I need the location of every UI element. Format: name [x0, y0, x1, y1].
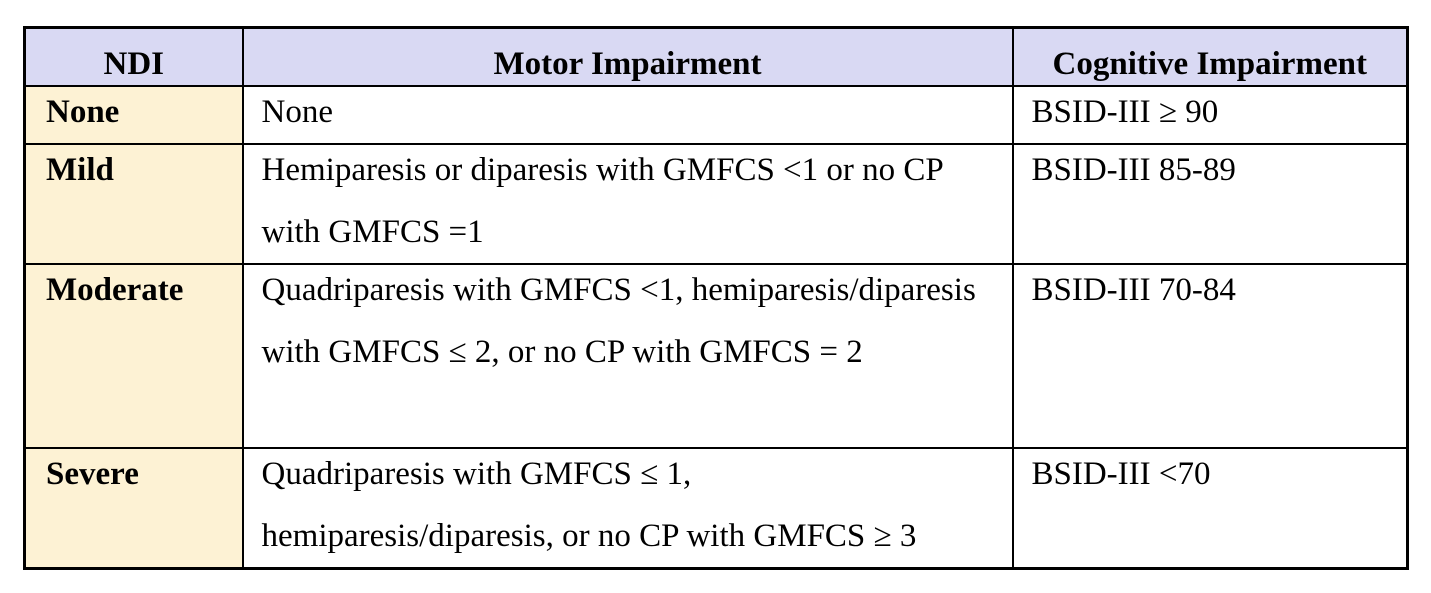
table-row-moderate [25, 264, 1408, 448]
table-row-severe [25, 448, 1408, 569]
ndi-level-cell [25, 144, 243, 264]
ndi-level-label: Severe [46, 456, 139, 492]
cognitive-impairment-text: BSID-III ≥ 90 [1031, 94, 1219, 130]
motor-impairment-text: Hemiparesis or diparesis with GMFCS <1 or no CP with GMFCS =1 [261, 152, 943, 250]
ndi-level-cell [25, 448, 243, 569]
header-cognitive-impairment: Cognitive Impairment [1013, 28, 1408, 87]
motor-impairment-cell [243, 448, 1013, 569]
ndi-level-label: Mild [46, 152, 114, 188]
cognitive-impairment-text: BSID-III 85-89 [1031, 152, 1236, 188]
ndi-classification-table [23, 26, 1409, 570]
ndi-level-cell [25, 86, 243, 144]
ndi-level-label: None [46, 94, 120, 130]
cognitive-impairment-cell [1013, 86, 1408, 144]
cognitive-impairment-cell [1013, 144, 1408, 264]
cognitive-impairment-cell [1013, 264, 1408, 448]
motor-impairment-text: Quadriparesis with GMFCS <1, hemiparesis/diparesis with GMFCS ≤ 2, or no CP with GMFCS = 2 [261, 272, 976, 370]
cognitive-impairment-text: BSID-III <70 [1031, 456, 1211, 492]
motor-impairment-cell [243, 144, 1013, 264]
table-row-none [25, 86, 1408, 144]
cognitive-impairment-text: BSID-III 70-84 [1031, 272, 1236, 308]
ndi-level-label: Moderate [46, 272, 184, 308]
table-row-mild [25, 144, 1408, 264]
header-row [25, 28, 1408, 87]
motor-impairment-cell [243, 86, 1013, 144]
motor-impairment-text: None [261, 94, 333, 130]
ndi-level-cell [25, 264, 243, 448]
header-ndi: NDI [25, 28, 243, 87]
motor-impairment-cell [243, 264, 1013, 448]
cognitive-impairment-cell [1013, 448, 1408, 569]
motor-impairment-text: Quadriparesis with GMFCS ≤ 1, hemiparesis/diparesis, or no CP with GMFCS ≥ 3 [261, 456, 917, 554]
header-motor-impairment: Motor Impairment [243, 28, 1013, 87]
